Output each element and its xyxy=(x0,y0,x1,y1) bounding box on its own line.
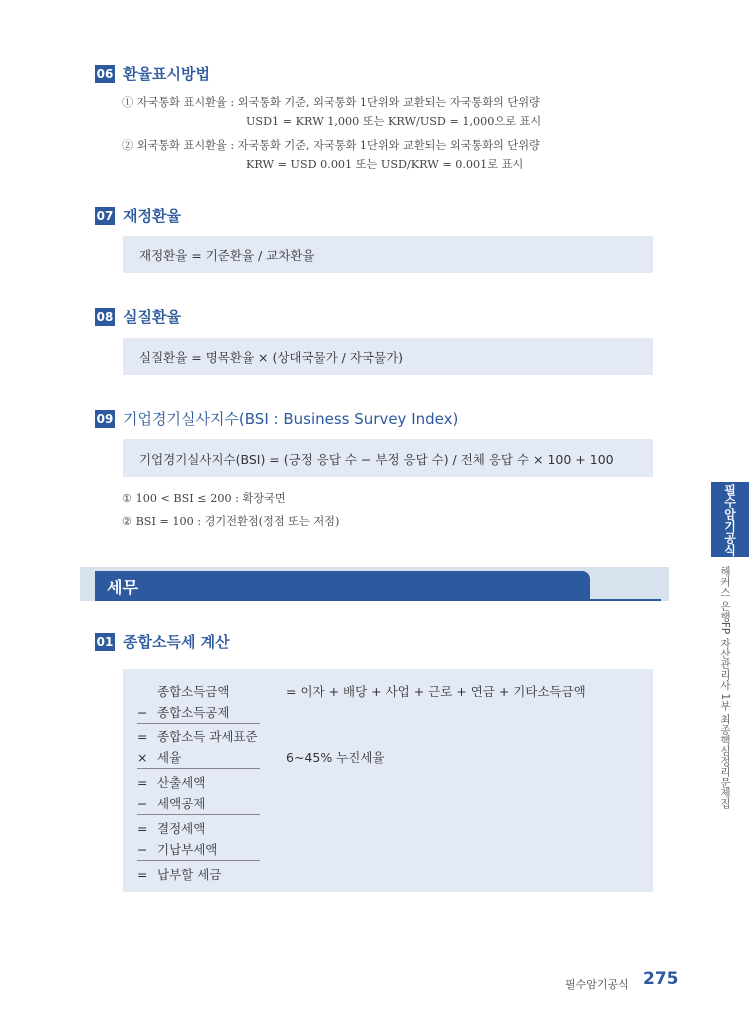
tax-rate-value: 6~45% 누진세율 xyxy=(286,750,385,765)
section-08-header xyxy=(95,306,181,327)
note-line: ② BSI = 100 : 경기전환점(정점 또는 저점) xyxy=(122,515,340,528)
calc-row: − 종합소득공제 xyxy=(137,705,230,720)
text-line: USD1 = KRW 1,000 또는 KRW/USD = 1,000으로 표시 xyxy=(246,115,542,128)
section-title: 종합소득세 계산 xyxy=(123,633,230,651)
income-composition: = 이자 + 배당 + 사업 + 근로 + 연금 + 기타소득금액 xyxy=(286,684,586,699)
divider xyxy=(137,768,260,769)
section-number: 08 xyxy=(96,309,114,324)
calc-row: − 세액공제 xyxy=(137,796,206,811)
section-title: 환율표시방법 xyxy=(123,65,210,83)
formula-box xyxy=(123,439,653,477)
text-line: ① 자국통화 표시환율 : 외국통화 기준, 외국통화 1단위와 교환되는 자국통화의 단위량 xyxy=(122,96,540,109)
note-line: ① 100 < BSI ≤ 200 : 확장국면 xyxy=(122,492,286,505)
section-title: 재정환율 xyxy=(123,207,181,225)
footer-label: 필수암기공식 xyxy=(565,978,629,991)
chapter-underline xyxy=(95,599,661,601)
text-line: ② 외국통화 표시환율 : 자국통화 기준, 자국통화 1단위와 교환되는 외국통화의 단위량 xyxy=(122,139,540,152)
formula-box xyxy=(123,236,653,273)
side-tab[interactable] xyxy=(711,482,749,557)
section-number: 09 xyxy=(96,411,114,426)
calc-row: = 납부할 세금 xyxy=(137,867,222,882)
formula-text: 재정환율 = 기준환율 / 교차환율 xyxy=(139,248,315,263)
chapter-label xyxy=(95,571,590,600)
formula-box xyxy=(123,338,653,375)
book-title: 해커스 은행FP 자산관리사 1부 최종핵심정리문제집 xyxy=(719,566,731,809)
side-tab-label: 필수암기공식 xyxy=(722,483,737,556)
divider xyxy=(137,814,260,815)
text-line: KRW = USD 0.001 또는 USD/KRW = 0.001로 표시 xyxy=(246,158,524,171)
page-number: 275 xyxy=(643,969,679,989)
calc-row: = 결정세액 xyxy=(137,821,206,836)
tax-calculation-box xyxy=(123,669,653,892)
section-title: 기업경기실사지수(BSI : Business Survey Index) xyxy=(123,410,459,428)
section-07-header xyxy=(95,205,181,226)
formula-text: 기업경기실사지수(BSI) = (긍정 응답 수 − 부정 응답 수) / 전체 응답 수 × 100 + 100 xyxy=(139,452,614,467)
divider xyxy=(137,723,260,724)
divider xyxy=(137,860,260,861)
calc-row: = 산출세액 xyxy=(137,775,206,790)
section-number: 06 xyxy=(96,66,114,81)
chapter-title: 세무 xyxy=(107,578,138,597)
section-number: 07 xyxy=(96,208,114,223)
tax-section-01-header xyxy=(95,631,230,652)
calc-row: 종합소득금액 xyxy=(157,684,230,699)
calc-row: × 세율 xyxy=(137,750,182,765)
calc-row: = 종합소득 과세표준 xyxy=(137,729,258,744)
section-number: 01 xyxy=(96,634,114,649)
section-09-header xyxy=(95,408,458,429)
section-title: 실질환율 xyxy=(123,308,181,326)
calc-row: − 기납부세액 xyxy=(137,842,218,857)
section-06-header xyxy=(95,63,210,84)
formula-text: 실질환율 = 명목환율 × (상대국물가 / 자국물가) xyxy=(139,350,404,365)
